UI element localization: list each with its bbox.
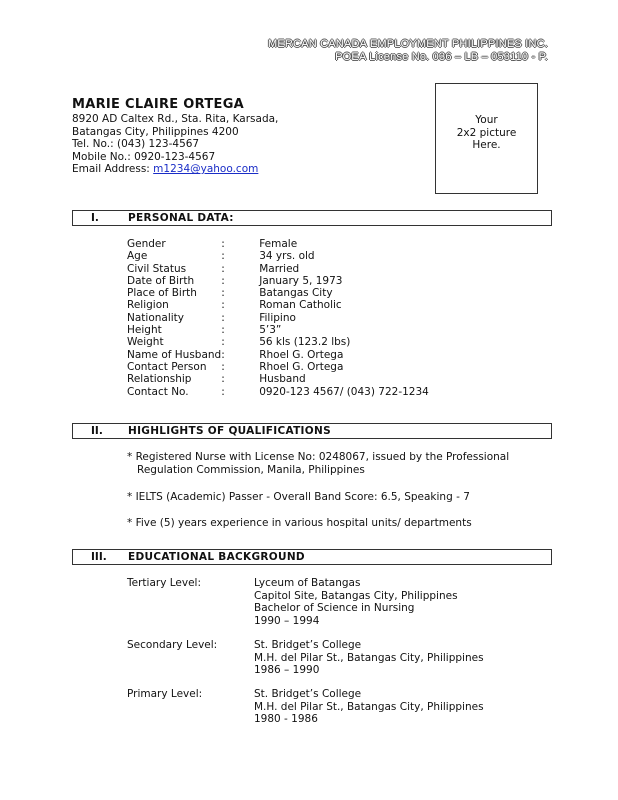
personal-data-row — [127, 299, 429, 311]
field-label: Name of Husband — [127, 348, 222, 361]
telephone: Tel. No.: (043) 123-4567 — [72, 138, 200, 151]
personal-data-table — [127, 238, 429, 398]
field-label: Date of Birth — [127, 274, 195, 287]
field-separator: : — [221, 336, 225, 349]
field-label: Gender — [127, 238, 166, 250]
agency-name: MERCAN CANADA EMPLOYMENT PHILIPPINES INC. — [268, 38, 548, 50]
photo-text-3: Here. — [472, 139, 501, 151]
section-title: HIGHLIGHTS OF QUALIFICATIONS — [128, 425, 331, 437]
field-separator: : — [221, 299, 225, 312]
education-level: Secondary Level: — [127, 639, 218, 651]
field-separator: : — [221, 311, 225, 324]
field-value: Roman Catholic — [259, 299, 342, 312]
field-value: 34 yrs. old — [259, 250, 315, 263]
field-value: Husband — [259, 373, 306, 386]
field-label: Religion — [127, 299, 169, 312]
education-level: Tertiary Level: — [127, 577, 201, 589]
field-separator: : — [221, 274, 225, 287]
photo-placeholder — [435, 83, 538, 194]
section-highlights — [72, 423, 552, 439]
personal-data-row — [127, 275, 429, 287]
field-value: Female — [259, 238, 298, 250]
section-education — [72, 549, 552, 565]
contact-block — [72, 113, 278, 176]
field-value: January 5, 1973 — [259, 274, 343, 287]
email-link[interactable]: m1234@yahoo.com — [153, 163, 259, 176]
personal-data-row — [127, 386, 429, 398]
field-separator: : — [221, 324, 225, 337]
agency-license: POEA License No. 036 – LB – 053110 - P. — [335, 51, 548, 63]
highlight-line: Regulation Commission, Manila, Philippines — [137, 463, 365, 476]
field-label: Relationship — [127, 373, 192, 386]
field-label: Weight — [127, 336, 164, 349]
field-separator: : — [221, 360, 225, 373]
field-value: 5’3” — [259, 324, 282, 337]
field-separator: : — [221, 373, 225, 386]
personal-data-row — [127, 312, 429, 324]
field-separator: : — [221, 348, 225, 361]
school-years: 1986 – 1990 — [254, 664, 320, 677]
school-address: M.H. del Pilar St., Batangas City, Philippines — [254, 700, 484, 713]
highlights-list — [127, 451, 527, 529]
email-row — [72, 163, 278, 176]
field-label: Place of Birth — [127, 287, 197, 300]
address-line-1: 8920 AD Caltex Rd., Sta. Rita, Karsada, — [72, 113, 279, 125]
field-value: Married — [259, 262, 300, 275]
personal-data-row — [127, 361, 429, 373]
personal-data-row — [127, 373, 429, 385]
field-label: Nationality — [127, 311, 185, 324]
section-personal-data — [72, 210, 552, 226]
field-separator: : — [221, 287, 225, 300]
personal-data-row — [127, 263, 429, 275]
personal-data-row — [127, 336, 429, 348]
school-years: 1990 – 1994 — [254, 614, 320, 627]
field-value: 0920-123 4567/ (043) 722-1234 — [259, 385, 429, 398]
section-number: II. — [91, 425, 103, 437]
highlight-line: * Five (5) years experience in various hospital units/ departments — [127, 516, 472, 529]
school-name: St. Bridget’s College — [254, 639, 362, 651]
field-label: Height — [127, 324, 162, 337]
address-line-2: Batangas City, Philippines 4200 — [72, 125, 239, 138]
field-label: Age — [127, 250, 148, 263]
school-name: Lyceum of Batangas — [254, 577, 361, 589]
mobile: Mobile No.: 0920-123-4567 — [72, 150, 216, 163]
photo-text-2: 2x2 picture — [456, 126, 517, 139]
highlight-line: * Registered Nurse with License No: 0248067, issued by the Professional — [127, 451, 510, 463]
education-level: Primary Level: — [127, 688, 203, 700]
school-name: St. Bridget’s College — [254, 688, 362, 700]
field-value: Batangas City — [259, 287, 333, 300]
highlight-item — [127, 451, 527, 476]
section-title: PERSONAL DATA: — [128, 212, 234, 224]
field-separator: : — [221, 262, 225, 275]
field-separator: : — [221, 238, 225, 250]
school-address: Capitol Site, Batangas City, Philippines — [254, 589, 458, 602]
agency-header — [268, 38, 548, 64]
field-label: Civil Status — [127, 262, 187, 275]
email-label: Email Address: — [72, 163, 154, 176]
field-separator: : — [221, 385, 225, 398]
education-details — [254, 577, 458, 627]
applicant-name: MARIE CLAIRE ORTEGA — [72, 97, 245, 112]
field-value: Rhoel G. Ortega — [259, 348, 344, 361]
section-number: III. — [91, 551, 107, 563]
highlight-item — [127, 491, 527, 504]
personal-data-row — [127, 238, 429, 250]
section-number: I. — [91, 212, 99, 224]
personal-data-row — [127, 250, 429, 262]
education-details — [254, 688, 484, 726]
field-label: Contact No. — [127, 385, 189, 398]
personal-data-row — [127, 287, 429, 299]
education-details — [254, 639, 484, 677]
field-value: Rhoel G. Ortega — [259, 360, 344, 373]
personal-data-row — [127, 324, 429, 336]
field-value: 56 kls (123.2 lbs) — [259, 336, 351, 349]
section-title: EDUCATIONAL BACKGROUND — [128, 551, 305, 563]
highlight-line: * IELTS (Academic) Passer - Overall Band Score: 6.5, Speaking - 7 — [127, 491, 470, 504]
highlight-item — [127, 517, 527, 530]
personal-data-row — [127, 349, 429, 361]
field-separator: : — [221, 250, 225, 263]
field-value: Filipino — [259, 311, 296, 324]
degree: Bachelor of Science in Nursing — [254, 602, 415, 615]
field-label: Contact Person — [127, 360, 207, 373]
school-address: M.H. del Pilar St., Batangas City, Philippines — [254, 651, 484, 664]
photo-text-1: Your — [475, 114, 498, 126]
school-years: 1980 - 1986 — [254, 713, 318, 726]
